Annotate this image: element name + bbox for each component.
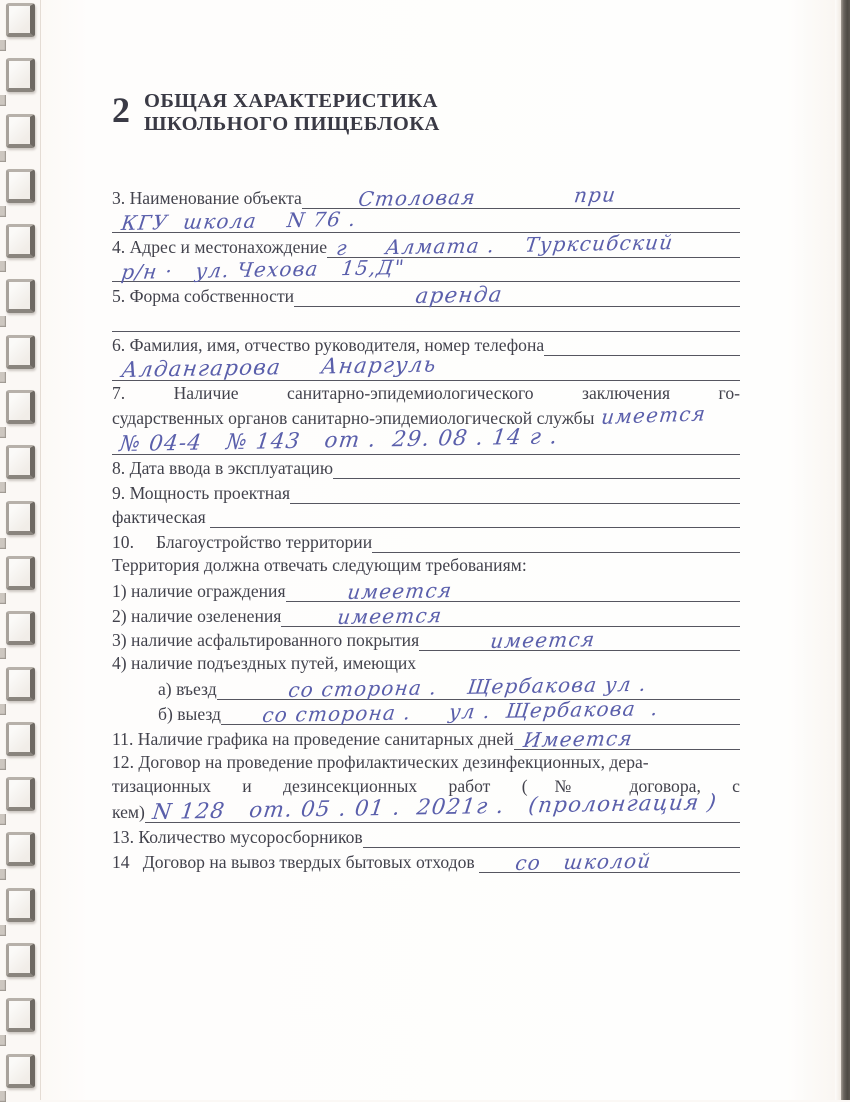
field-4-continuation-line (112, 255, 740, 285)
chapter-heading (112, 88, 740, 135)
comb-loop (6, 390, 35, 424)
field-6-handwriting: Алдангарова Анаргуль (120, 352, 439, 383)
field-11-handwriting: Имеется (521, 725, 635, 752)
field-7-line2-text: сударственных органов санитарно-эпидемиологической службы (112, 408, 595, 429)
comb-loop (6, 943, 35, 977)
field-3-continuation-handwriting: КГУ школа N 76 . (120, 207, 358, 236)
requirement-3-row (112, 627, 740, 652)
comb-loop (6, 667, 35, 701)
chapter-title (144, 88, 440, 135)
comb-loop (6, 169, 35, 203)
page-edge (40, 0, 41, 1100)
requirement-1-row (112, 578, 740, 603)
requirement-3-handwriting: имеется (489, 627, 598, 654)
field-3-row (112, 184, 740, 209)
field-7-line1: 7. Наличие санитарно-эпидемиологического заключения го- (112, 382, 740, 403)
comb-loop (6, 58, 35, 92)
field-3-line (302, 182, 740, 211)
field-7-value-row (112, 423, 740, 457)
field-3-handwriting: Столовая при (356, 182, 618, 211)
field-14-handwriting: со школой (514, 848, 654, 875)
field-14-line (479, 850, 740, 873)
requirement-4b-handwriting: со сторона . ул . Щербакова . (260, 696, 661, 728)
field-5-handwriting: аренда (414, 282, 505, 309)
comb-loop (6, 832, 35, 866)
comb-loop (6, 3, 35, 37)
comb-loop (6, 501, 35, 535)
field-9-actual-label: фактическая (112, 507, 211, 528)
field-4-handwriting: г Алмата . Турксибский (335, 229, 675, 260)
field-11-label: 11. Наличие графика на проведение санитарных дней (112, 728, 514, 749)
field-9-row (112, 479, 740, 504)
field-14-label: 14 Договор на вывоз твердых бытовых отходов (112, 851, 480, 872)
field-10-note: Территория должна отвечать следующим требованиям: (112, 554, 527, 575)
chapter-title-line2: ШКОЛЬНОГО ПИЩЕБЛОКА (144, 112, 440, 135)
requirement-4a-label: а) въезд (158, 679, 217, 700)
comb-loop (6, 611, 35, 645)
comb-loop (6, 556, 35, 590)
comb-loop (6, 114, 35, 148)
field-11-line (514, 727, 740, 750)
field-4-continuation-row (112, 255, 740, 285)
field-13-row (112, 823, 740, 848)
field-10-label: 10. Благоустройство территории (112, 531, 373, 552)
field-8-label: 8. Дата ввода в эксплуатацию (112, 458, 333, 479)
field-7-handwriting: № 04-4 № 143 от . 29. 08 . 14 г . (118, 423, 560, 457)
chapter-title-line1: ОБЩАЯ ХАРАКТЕРИСТИКА (144, 90, 438, 112)
field-9-line (290, 481, 740, 504)
field-12-kem-label: кем) (112, 802, 145, 823)
requirement-4b-label: б) выезд (158, 704, 221, 725)
field-5-label: 5. Форма собственности (112, 285, 295, 306)
field-5-blank-line (112, 309, 740, 332)
comb-loop (6, 279, 35, 313)
field-7-value-line (112, 423, 740, 457)
requirement-2-row (112, 602, 740, 627)
field-4-continuation-handwriting: р/н · ул. Чехова 15,Д" (120, 255, 407, 285)
comb-loop (6, 1054, 35, 1088)
requirement-4b-row (112, 696, 740, 728)
scan-edge-shadow (841, 0, 850, 1100)
comb-loop (6, 722, 35, 756)
field-4-row (112, 229, 740, 260)
field-5-line (294, 284, 740, 307)
comb-loop (6, 888, 35, 922)
field-9-actual-row (112, 504, 740, 529)
field-8-row (112, 455, 740, 480)
requirement-4a-handwriting: со сторона . Щербакова ул . (286, 672, 648, 703)
comb-binding (0, 0, 40, 1100)
field-9-actual-line (210, 505, 740, 528)
field-5-row (112, 282, 740, 307)
field-6-label: 6. Фамилия, имя, отчество руководителя, номер телефона (112, 335, 545, 356)
field-7-inline-handwriting: имеется (600, 401, 708, 430)
scanned-form-page (41, 0, 835, 1100)
requirement-3-line (419, 627, 740, 654)
requirement-1-handwriting: имеется (345, 578, 454, 605)
field-5-blank-continuation-row (112, 307, 740, 332)
comb-loop (6, 224, 35, 258)
field-12-value-row (112, 790, 740, 826)
requirement-2-label: 2) наличие озеленения (112, 605, 282, 626)
field-12-line1: 12. Договор на проведение профилактических дезинфекционных, дера- (112, 751, 649, 772)
field-10-row (112, 528, 740, 553)
field-11-row (112, 725, 740, 750)
requirement-4-label: 4) наличие подъездных путей, имеющих (112, 653, 417, 674)
field-4-label: 4. Адрес и местонахождение (112, 236, 328, 257)
comb-loop (6, 777, 35, 811)
chapter-number: 2 (112, 90, 130, 130)
field-6-value-row (112, 352, 740, 383)
comb-loop (6, 445, 35, 479)
requirement-4a-line (217, 672, 740, 703)
field-9-label: 9. Мощность проектная (112, 482, 291, 503)
requirement-1-label: 1) наличие ограждения (112, 581, 286, 602)
requirement-2-line (281, 604, 740, 627)
requirement-1-line (286, 578, 740, 605)
requirement-4b-line (221, 696, 740, 728)
field-3-label: 3. Наименование объекта (112, 187, 302, 208)
field-3-continuation-row (112, 209, 740, 234)
field-13-label: 13. Количество мусоросборников (112, 827, 363, 848)
field-12-line2: тизационных и дезинсекционных работ (№ договора, с (112, 776, 740, 797)
field-6-line (544, 333, 740, 356)
field-8-line (333, 456, 740, 479)
field-14-row (112, 848, 740, 873)
comb-loop (6, 335, 35, 369)
field-12-value-line (145, 790, 740, 826)
field-10-line (372, 530, 740, 553)
requirement-3-label: 3) наличие асфальтированного покрытия (112, 630, 420, 651)
form-body (112, 184, 740, 873)
field-12-handwriting: N 128 от. 05 . 01 . 2021г . (пролонгация ) (150, 790, 719, 826)
field-13-line (363, 825, 740, 848)
comb-loop (6, 998, 35, 1032)
field-6-value-line (112, 352, 740, 383)
requirement-2-handwriting: имеется (336, 602, 445, 629)
